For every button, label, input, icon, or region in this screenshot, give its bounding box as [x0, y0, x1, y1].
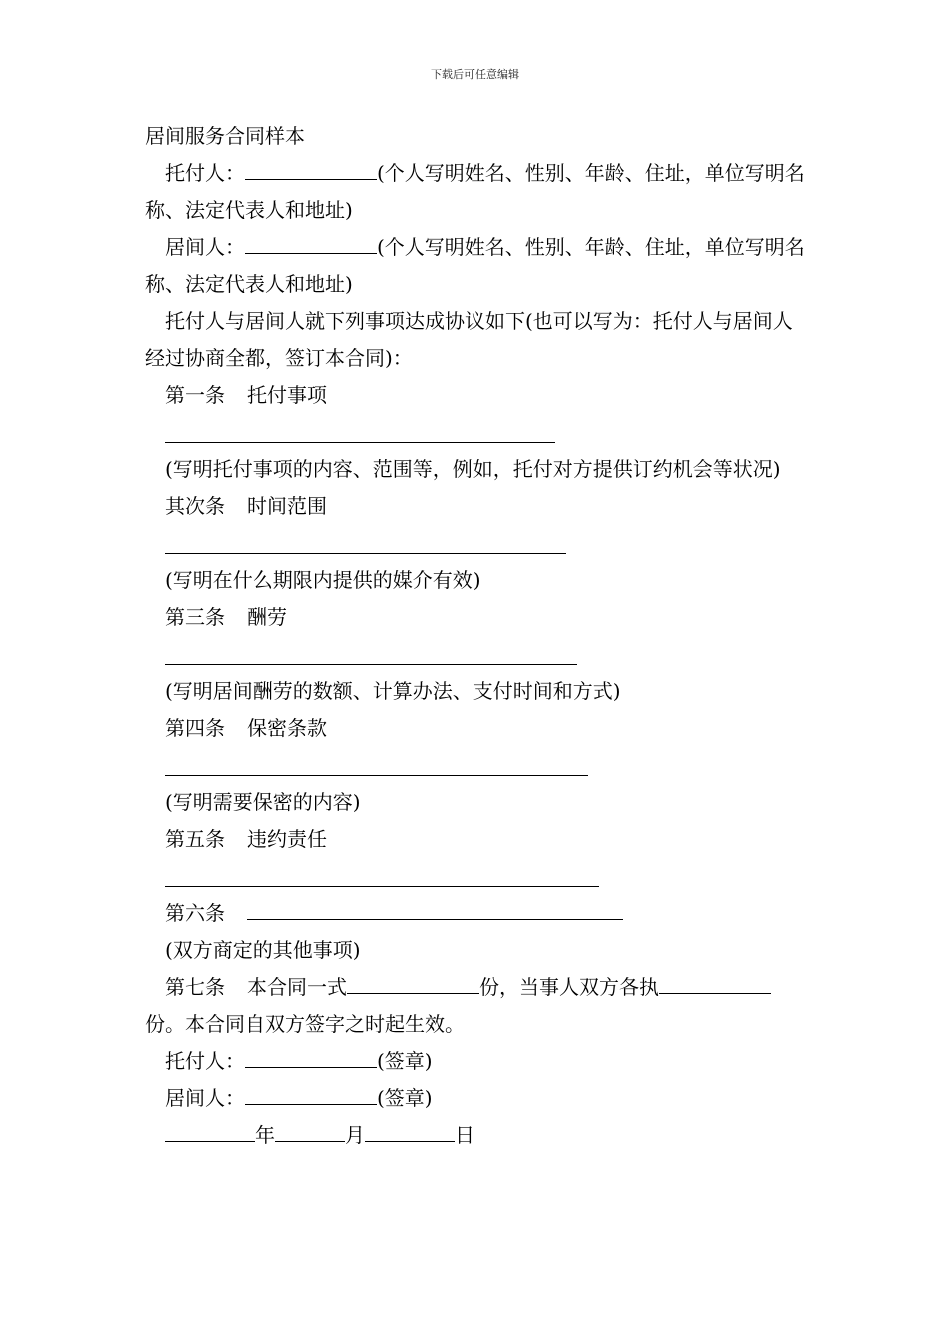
- article-2-heading: [145, 488, 810, 525]
- article-4-blank-line: [145, 747, 810, 784]
- article-2-blank-line: [145, 525, 810, 562]
- article-1-blank-line: [145, 414, 810, 451]
- article-6-blank[interactable]: [247, 895, 623, 920]
- article-1-number: 第一条: [165, 383, 225, 407]
- principal-signature-suffix: (签章): [377, 1049, 433, 1073]
- article-1-title: 托付事项: [247, 383, 327, 407]
- day-blank[interactable]: [365, 1117, 455, 1142]
- article-6-number: 第六条: [165, 901, 225, 925]
- principal-paragraph: [145, 155, 810, 229]
- article-7-text-3: 份。本合同自双方签字之时起生效。: [145, 1012, 465, 1036]
- article-6-heading: [145, 895, 810, 932]
- agreement-intro: 托付人与居间人就下列事项达成协议如下(也可以写为：托付人与居间人经过协商全都，签订本合同)：: [145, 309, 793, 370]
- article-1-heading: [145, 377, 810, 414]
- article-4-heading: [145, 710, 810, 747]
- article-2-title: 时间范围: [247, 494, 327, 518]
- contract-title: 居间服务合同样本: [145, 124, 305, 148]
- article-2-blank[interactable]: [165, 553, 566, 554]
- article-1-blank[interactable]: [165, 442, 555, 443]
- intermediary-signature-blank[interactable]: [245, 1080, 377, 1105]
- principal-blank[interactable]: [245, 155, 377, 180]
- article-5-blank-line: [145, 858, 810, 895]
- article-5-heading: [145, 821, 810, 858]
- principal-note: (个人写明姓名、性别、年龄、住址，单位写明名称、法定代表人和地址): [145, 161, 805, 222]
- intermediary-note: (个人写明姓名、性别、年龄、住址，单位写明名称、法定代表人和地址): [145, 235, 805, 296]
- intermediary-paragraph: [145, 229, 810, 303]
- principal-signature-blank[interactable]: [245, 1043, 377, 1068]
- article-5-title: 违约责任: [247, 827, 327, 851]
- intermediary-blank[interactable]: [245, 229, 377, 254]
- article-5-blank[interactable]: [165, 886, 599, 887]
- article-7-number: 第七条: [165, 975, 225, 999]
- principal-signature-label: 托付人：: [165, 1049, 245, 1073]
- copies-total-blank[interactable]: [347, 969, 479, 994]
- article-1-note: (写明托付事项的内容、范围等，例如，托付对方提供订约机会等状况): [165, 457, 781, 481]
- article-5-number: 第五条: [165, 827, 225, 851]
- article-3-note: (写明居间酬劳的数额、计算办法、支付时间和方式): [165, 679, 621, 703]
- intermediary-signature-line: [145, 1080, 810, 1117]
- year-label: 年: [255, 1123, 275, 1147]
- article-4-title: 保密条款: [247, 716, 327, 740]
- date-line: [145, 1117, 810, 1154]
- article-7-text-1: 本合同一式: [247, 975, 347, 999]
- contract-body: [145, 118, 810, 1154]
- article-7-paragraph: [145, 969, 810, 1043]
- page-header: 下载后可任意编辑: [431, 68, 519, 81]
- article-7-text-2: 份，当事人双方各执: [479, 975, 659, 999]
- article-3-number: 第三条: [165, 605, 225, 629]
- article-6-note: (双方商定的其他事项): [165, 938, 361, 962]
- copies-each-blank[interactable]: [659, 969, 771, 994]
- article-3-heading: [145, 599, 810, 636]
- article-3-blank-line: [145, 636, 810, 673]
- article-3-blank[interactable]: [165, 664, 577, 665]
- day-label: 日: [455, 1123, 475, 1147]
- month-label: 月: [345, 1123, 365, 1147]
- month-blank[interactable]: [275, 1117, 345, 1142]
- principal-label: 托付人：: [165, 161, 245, 185]
- article-2-note: (写明在什么期限内提供的媒介有效): [165, 568, 481, 592]
- intermediary-signature-label: 居间人：: [165, 1086, 245, 1110]
- article-4-note: (写明需要保密的内容): [165, 790, 361, 814]
- intermediary-label: 居间人：: [165, 235, 245, 259]
- article-2-number: 其次条: [165, 494, 225, 518]
- article-4-blank[interactable]: [165, 775, 588, 776]
- year-blank[interactable]: [165, 1117, 255, 1142]
- article-4-number: 第四条: [165, 716, 225, 740]
- principal-signature-line: [145, 1043, 810, 1080]
- article-3-title: 酬劳: [247, 605, 287, 629]
- intermediary-signature-suffix: (签章): [377, 1086, 433, 1110]
